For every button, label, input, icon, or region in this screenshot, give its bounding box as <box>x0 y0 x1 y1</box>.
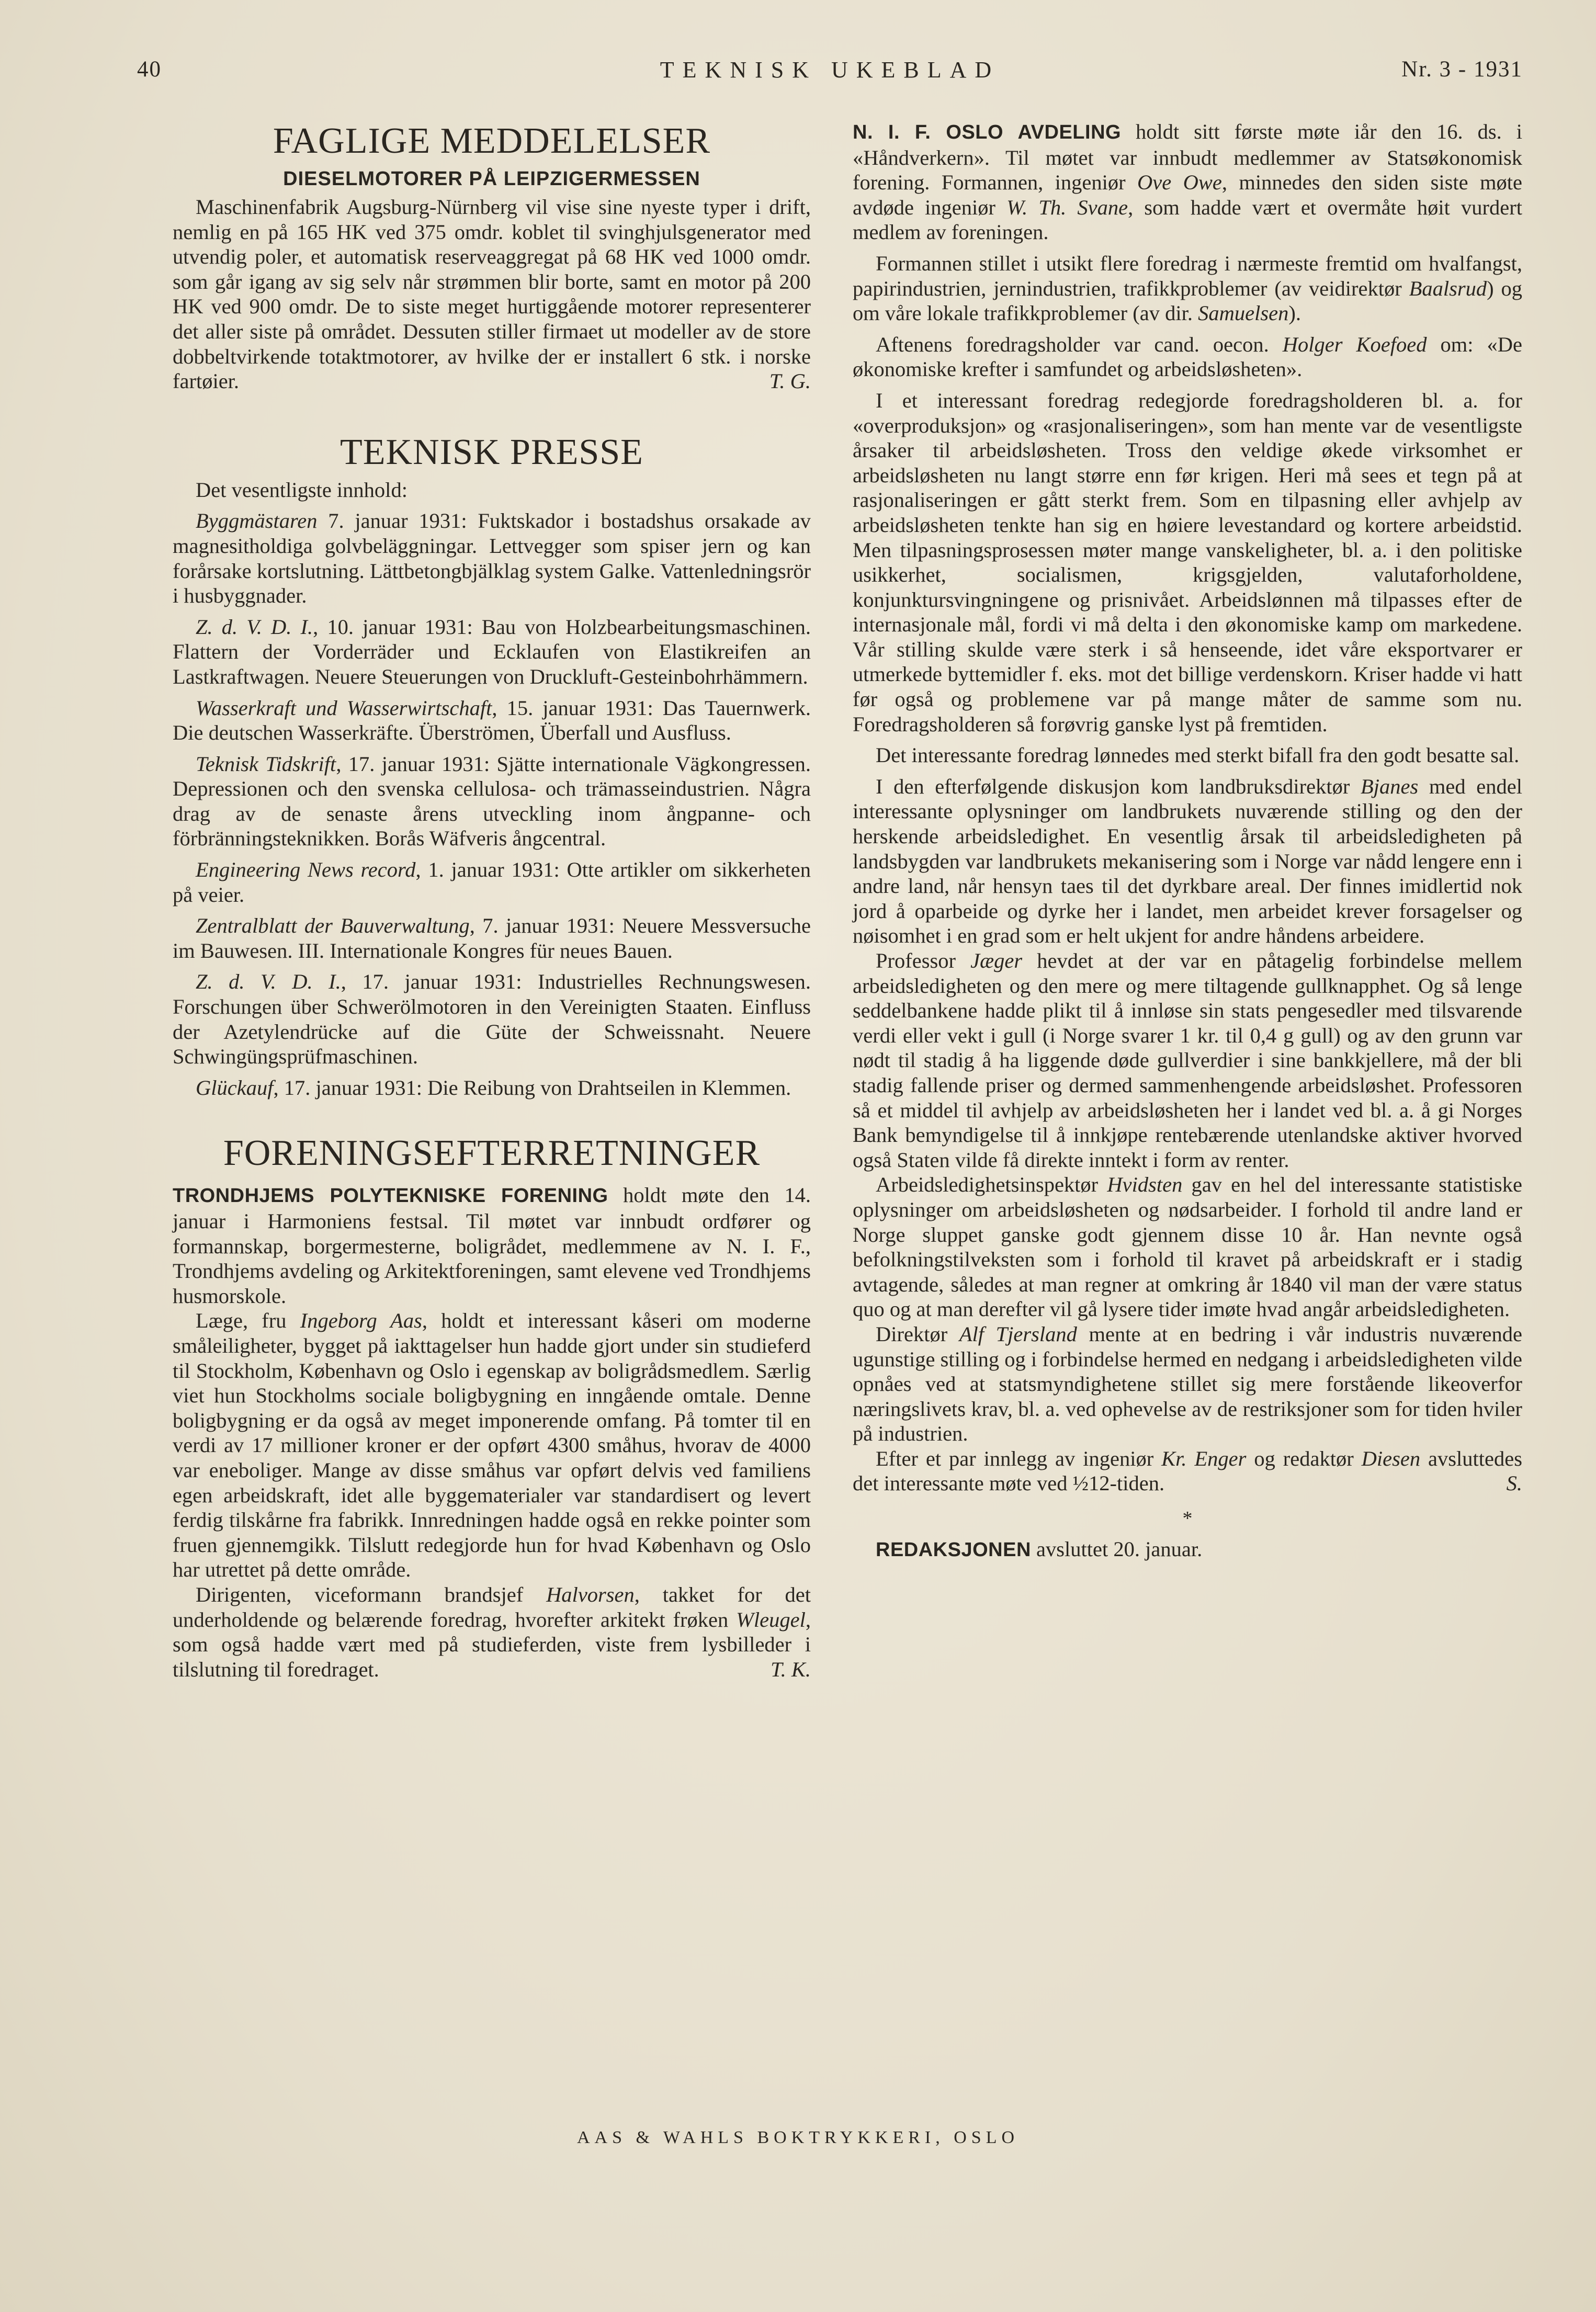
running-head <box>137 56 1523 88</box>
printer-footer: AAS & WAHLS BOKTRYKKERI, OSLO <box>576 2128 1020 2147</box>
article-signature: T. K. <box>771 1657 811 1681</box>
article-paragraph: Dirigenten, viceformann brandsjef Halvorsen, takket for det underholdende og belærende foredrag, hvorefter arkitekt frøken Wleugel, som også hadde vært med på studieferden, viste frem lysbilleder i tilslutning til foredraget. T. K. <box>173 1582 811 1681</box>
article-paragraph: N. I. F. OSLO AVDELING holdt sitt første møte iår den 16. ds. i «Håndverkern». Til møtet var innbudt medlemmer av Statsøkonomisk forening. Formannen, ingeniør Ove Owe, minnedes den siden siste møte avdøde ingeniør W. Th. Svane, som hadde vært et overmåte høit vurdert medlem av foreningen. <box>853 120 1522 244</box>
section-divider-star: * <box>1182 1508 1193 1530</box>
article-signature: S. <box>1506 1471 1522 1495</box>
presse-entry: Teknisk Tidskrift, 17. januar 1931: Sjätte internationale Vägkongressen. Depressionen och den svenska cellulosa- och trämasseindustrien. Några drag av de senaste årens utveckling inom ångpanne- och förbränningsteknikken. Borås Wäfveris ångcentral. <box>173 752 811 851</box>
article-paragraph: I den efterfølgende diskusjon kom landbruksdirektør Bjanes med endel interessante oplysninger om landbrukets nuværende stilling og den der herskende arbeidsledighet. En vesentlig årsak til arbeidsledigheten på landsbygden var landbrukets mekanisering som i Norge var nådd lengere enn i andre land, når hensyn taes til det dyrkbare areal. Der finnes imidlertid nok jord å oparbeide og dyrke her i landet, men arbeidet krever forsagelser og nøisomhet i en grad som er helt ukjent for andre håndens arbeidere. <box>853 774 1522 948</box>
presse-intro: Det vesentligste innhold: <box>196 478 408 502</box>
article-subtitle-dieselmotorer: DIESELMOTORER PÅ LEIPZIGERMESSEN <box>283 168 700 190</box>
presse-entry: Zentralblatt der Bauverwaltung, 7. januar 1931: Neuere Messversuche im Bauwesen. III. Internationale Kongres für neues Bauen. <box>173 914 811 962</box>
journal-title: TEKNISK UKEBLAD <box>660 57 1000 83</box>
presse-entry: Z. d. V. D. I., 17. januar 1931: Industrielles Rechnungswesen. Forschungen über Schwerölmotoren in den Vereinigten Staaten. Einfluss der Azetylendrücke auf die Güte der Schweissnaht. Neuere Schwingüngsprüfmaschinen. <box>173 970 811 1069</box>
article-paragraph: Det interessante foredrag lønnedes med sterkt bifall fra den godt besatte sal. <box>876 743 1520 767</box>
article-paragraph: Aftenens foredragsholder var cand. oecon. Holger Koefoed om: «De økonomiske krefter i samfundet og arbeidsløsheten». <box>853 332 1522 381</box>
article-lead-trondhjems: TRONDHJEMS POLYTEKNISKE FORENING <box>173 1185 608 1207</box>
article-paragraph: Direktør Alf Tjersland mente at en bedring i vår industris nuværende ugunstige stilling og i forbindelse hermed en nedgang i arbeidsledigheten vilde opnåes ved at statsmyndighetene stillet sig mere forstående likeoverfor næringslivets krav, bl. a. ved ophevelse av de restriksjoner som for tiden hviler på industrien. <box>853 1322 1523 1446</box>
issue-number: Nr. 3 - 1931 <box>1401 57 1523 82</box>
article-paragraph: Efter et par innlegg av ingeniør Kr. Enger og redaktør Diesen avsluttedes det interessante møte ved ½12-tiden. S. <box>853 1446 1522 1495</box>
article-paragraph: Maschinenfabrik Augsburg-Nürnberg vil vise sine nyeste typer i drift, nemlig en på 165 HK ved 375 omdr. koblet til svinghjulsgenerator med utvendig poler, et automatisk reserveaggregat på 68 HK ved 1000 omdr. som går igang av sig selv når strømmen blir borte, samt en motor på 200 HK ved 900 omdr. De to siste meget hurtiggående motorer representerer det aller siste på området. Dessuten stiller firmaet ut modeller av de store dobbeltvirkende totaktmotorer, av hvilke der er installert 6 stk. i norske fartøier. T. G. <box>173 195 811 393</box>
presse-entry: Wasserkraft und Wasserwirtschaft, 15. januar 1931: Das Tauernwerk. Die deutschen Wasserkräfte. Überströmen, Überfall und Ausfluss. <box>173 696 811 745</box>
article-paragraph: Formannen stillet i utsikt flere foredrag i nærmeste fremtid om hvalfangst, papirindustrien, jernindustrien, trafikkproblemer (av veidirektør Baalsrud) og om våre lokale trafikkproblemer (av dir. Samuelsen). <box>853 251 1522 325</box>
article-paragraph: TRONDHJEMS POLYTEKNISKE FORENING holdt møte den 14. januar i Harmoniens festsal. Til møtet var innbudt ordfører og formannskap, borgermesterne, boligrådet, medlemmene av N. I. F., Trondhjems avdeling og Arkitektforeningen, samt elevene ved Trondhjems husmorskole. <box>173 1183 811 1308</box>
article-paragraph: I et interessant foredrag redegjorde foredragsholderen bl. a. for «overproduksjon» og «rasjonaliseringen», som han mente var de vesentligste årsaker til arbeidsløsheten. Tross den veldige økede virksomhet er arbeidsløsheten nu langt større enn før krigen. Heri må sees et tegn på at rasjonaliseringen er gått sterkt frem. Som en tilpasning eller avhjelp av arbeidsløsheten tenkte han sig en høiere levestandard og kortere arbeidstid. Men tilpasningsprosessen møter mange vanskeligheter, bl. a. i den politiske usikkerhet, socialismen, krigsgjelden, valutaforholdene, konjunktursvingningene og prisnivået. Arbeidslønnen må tilpasses efter de internasjonale mål, fordi vi må delta i den økonomiske kamp om markedene. Vår stilling skulde være sterk i så henseende, idet våre eksportvarer er utmerkede byttemidler f. eks. mot det billige verdenskorn. Kriser hadde vi hatt før også og problemene var på mange måter de samme som nu. Foredragsholderen så forøvrig ganske lyst på fremtiden. <box>853 388 1522 736</box>
presse-entry: Glückauf, 17. januar 1931: Die Reibung von Drahtseilen in Klemmen. <box>196 1075 791 1100</box>
article-paragraph: Læge, fru Ingeborg Aas, holdt et interessant kåseri om moderne småleiligheter, bygget på iakttagelser hun hadde gjort under sin studieferd til Stockholm, København og Oslo i egenskap av boligrådsmedlem. Særlig viet hun Stockholms sociale boligbygning en inngående omtale. Denne boligbygning er da også av meget imponerende omfang. På tomter til en verdi av 17 millioner kroner er der opført 4300 småhus, hvorav de 4000 var eneboliger. Mange av disse småhus var opført delvis ved familiens egen arbeidskraft, idet alle byggematerialer var standardisert og levert ferdig tilskårne fra fabrikk. Innredningen hadde også en rekke pointer som fruen gjennemgikk. Tilslutt redegjorde hun for hvad København og Oslo har utrettet på dette område. <box>173 1309 811 1582</box>
redaksjon-lead: REDAKSJONEN <box>876 1538 1031 1561</box>
redaksjon-note: REDAKSJONEN avsluttet 20. januar. <box>876 1537 1203 1561</box>
article-paragraph: Professor Jæger hevdet at der var en påtagelig forbindelse mellem arbeidsledigheten og den mere og mere tiltagende gullknapphet. Og så lenge seddelbankene hadde plikt til å innløse sin stats pengesedler med tilsvarende verdi eller vekt i gull (i Norge svarer 1 kr. til 0,4 g gull) og av den grunn var nødt til stadig å ha liggende døde gullverdier i sine bankkjellere, må der bli stadig fallende priser og dermed sammenhengende arbeidsløshet. Professoren så et middel til avhjelp av arbeidsløsheten her i landet ved bl. a. å gi Norges Bank bemyndigelse til å innkjøpe rentebærende utenlandske aktiver hvorved også Staten vilde få direkte inntekt i form av renter. <box>853 949 1522 1172</box>
presse-entry: Engineering News record, 1. januar 1931: Otte artikler om sikkerheten på veier. <box>173 858 811 906</box>
article-signature: T. G. <box>769 369 811 393</box>
page-number: 40 <box>137 57 162 82</box>
presse-entry: Byggmästaren 7. januar 1931: Fuktskador i bostadshus orsakade av magnesitholdiga golvbeläggningar. Lettvegger som spiser jern og kan forårsake kortslutning. Lättbetongbjälklag system Galke. Vattenledningsrör i husbyggnader. <box>173 509 811 608</box>
section-title-faglige: FAGLIGE MEDDELELSER <box>273 121 711 161</box>
presse-entry: Z. d. V. D. I., 10. januar 1931: Bau von Holzbearbeitungsmaschinen. Flattern der Vorderräder und Ecklaufen von Elastikreifen an Lastkraftwagen. Neuere Steuerungen von Druckluft-Gesteinbohrhämmern. <box>173 615 811 688</box>
right-column <box>853 119 1522 1562</box>
section-title-foreninger: FORENINGSEFTERRETNINGER <box>223 1133 761 1174</box>
section-title-presse: TEKNISK PRESSE <box>340 432 643 472</box>
article-paragraph: Arbeidsledighetsinspektør Hvidsten gav en hel del interessante statistiske oplysninger om arbeidsløsheten og nødsarbeider. I forhold til andre land er Norge sluppet ganske godt gjennem disse 10 år. Han nevnte også befolkningstilveksten som i forhold til kravet på arbeidskraft er i stadig avtagende, således at man regner at omkring år 1840 vil man der være status quo og at man derefter vil gå lysere tider imøte hvad angår arbeidsledigheten. <box>853 1173 1522 1321</box>
article-lead-nif-oslo: N. I. F. OSLO AVDELING <box>853 121 1122 143</box>
left-column <box>173 119 811 1682</box>
